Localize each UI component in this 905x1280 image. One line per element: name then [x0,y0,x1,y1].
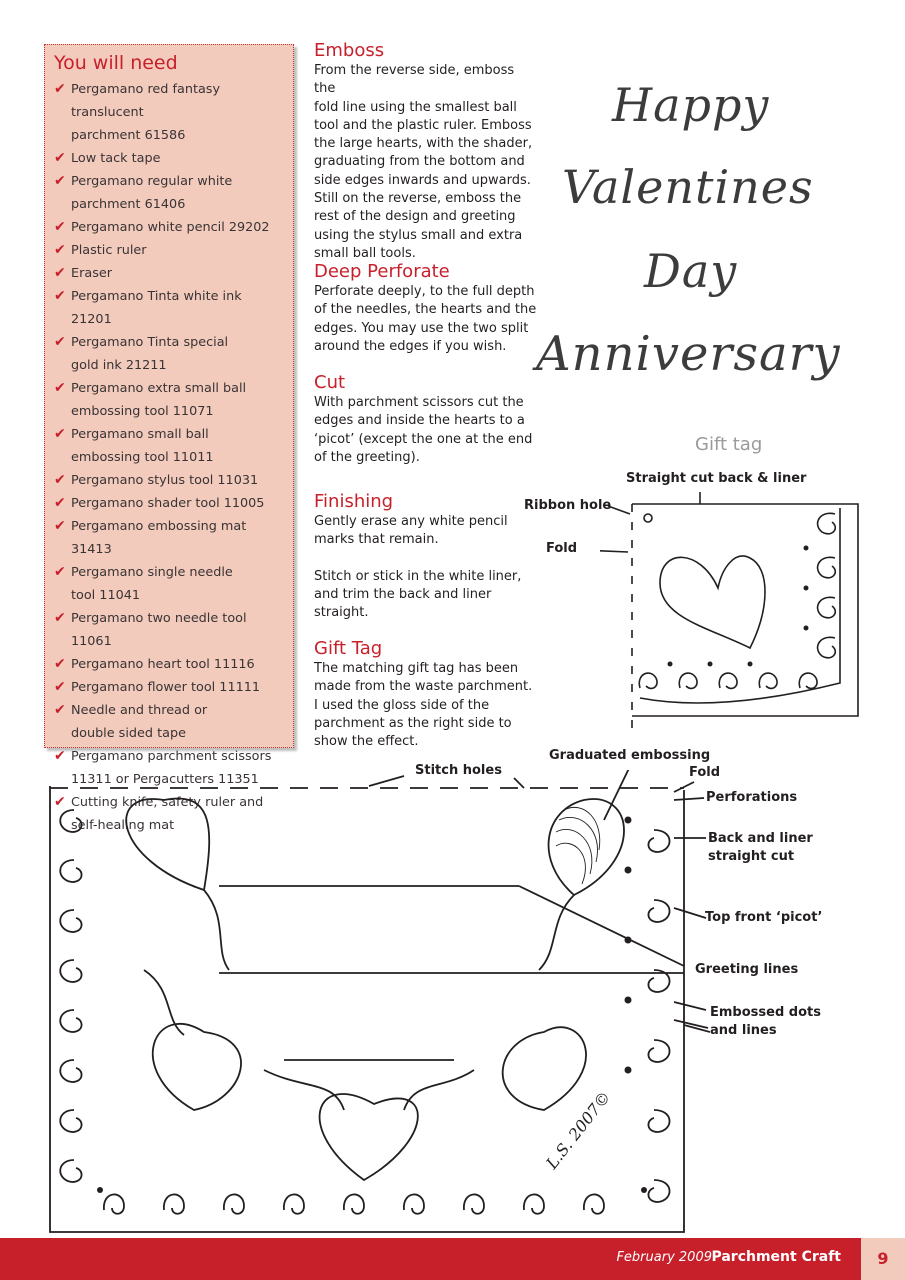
materials-item-text: Pergamano heart tool 11116 [71,657,255,672]
body-line: straight. [314,605,369,621]
section-heading: Emboss [314,40,385,61]
materials-item [54,745,285,768]
body-line: I used the gloss side of the [314,697,490,713]
greeting-happy: Happy [612,78,770,132]
materials-item [54,469,285,492]
section-body [314,660,539,751]
materials-item [54,147,285,170]
label-greeting-lines: Greeting lines [695,962,799,977]
label-straight-cut: Straight cut back & liner [626,471,807,486]
section-body [314,283,539,356]
card-diagram [44,770,710,1236]
body-line: of the needles, the hearts and the [314,302,537,318]
section-emboss [314,40,539,263]
body-line: Still on the reverse, emboss the [314,191,522,207]
materials-item [54,722,285,745]
materials-item [54,561,285,584]
materials-item-text: Pergamano parchment scissors [71,749,272,764]
materials-item-text: Cutting knife, safety ruler and [71,795,264,810]
materials-item-text: tool 11041 [71,588,141,603]
body-line: ‘picot’ (except the one at the end [314,431,533,447]
body-line: edges. You may use the two split [314,320,529,336]
body-line [314,550,539,568]
body-line: of the greeting). [314,449,420,465]
check-icon: ✔ [54,472,66,488]
page-footer [0,1238,905,1280]
greeting-day: Day [644,244,738,298]
gift-tag-caption: Gift tag [695,434,763,455]
materials-item [54,216,285,239]
materials-item [54,607,285,653]
section-heading: Deep Perforate [314,261,450,282]
materials-item-text: Needle and thread or [71,703,208,718]
section-body [314,394,539,467]
materials-item [54,239,285,262]
body-line: Stitch or stick in the white liner, [314,568,522,584]
materials-item-text: Pergamano small ball [71,427,209,442]
materials-item-text: double sided tape [71,726,186,741]
label-stitch-holes: Stitch holes [415,763,502,778]
footer-date: February 2009 [616,1250,712,1265]
materials-item-text: Pergamano two needle tool 11061 [71,611,247,649]
materials-item [54,377,285,400]
materials-item-text: Pergamano stylus tool 11031 [71,473,259,488]
materials-item-text: Pergamano Tinta white ink 21201 [71,289,242,327]
footer-magazine: Parchment Craft [711,1249,841,1265]
label-back-liner-1: Back and liner [708,831,813,846]
materials-box [44,44,294,833]
materials-item [54,78,285,124]
materials-item [54,124,285,147]
materials-item [54,653,285,676]
body-line: and trim the back and liner [314,587,492,603]
materials-item [54,515,285,561]
materials-list [54,78,285,837]
check-icon: ✔ [54,794,66,810]
signature: L.S. 2007© [542,1087,615,1173]
materials-item [54,423,285,446]
body-line: fold line using the smallest ball [314,99,517,115]
label-back-liner-2: straight cut [708,849,795,864]
section-body [314,513,539,623]
materials-item-text: 11311 or Pergacutters 11351 [71,772,259,787]
check-icon: ✔ [54,679,66,695]
body-line: tool and the plastic ruler. Emboss [314,117,532,133]
body-line: made from the waste parchment. [314,679,533,695]
body-line: From the reverse side, emboss the [314,63,515,97]
check-icon: ✔ [54,518,66,534]
label-card-fold: Fold [689,765,721,780]
materials-item-text: embossing tool 11071 [71,404,214,419]
section-perforate [314,261,539,356]
section-body [314,62,539,263]
materials-item [54,331,285,354]
check-icon: ✔ [54,150,66,166]
body-line: Perforate deeply, to the full depth [314,284,535,299]
materials-item-text: Pergamano white pencil 29202 [71,220,270,235]
materials-item-text: Pergamano extra small ball [71,381,247,396]
materials-item [54,492,285,515]
label-ribbon-hole: Ribbon hole [524,498,612,513]
body-line: parchment as the right side to [314,715,512,731]
materials-item-text: Pergamano single needle [71,565,233,580]
greeting-anniversary: Anniversary [536,326,841,382]
materials-item-text: Pergamano red fantasy translucent [71,82,221,120]
materials-item-text: parchment 61586 [71,128,186,143]
label-top-front-picot: Top front ‘picot’ [705,910,823,925]
check-icon: ✔ [54,242,66,258]
materials-item [54,262,285,285]
materials-item-text: gold ink 21211 [71,358,167,373]
check-icon: ✔ [54,610,66,626]
materials-item-text: self-healing mat [71,818,175,833]
greeting-valentines: Valentines [562,160,814,214]
body-line: show the effect. [314,734,419,750]
label-gift-fold: Fold [546,541,578,556]
materials-item [54,676,285,699]
section-gift-tag [314,638,539,751]
materials-item [54,699,285,722]
body-line: small ball tools. [314,245,416,261]
materials-item [54,170,285,193]
body-line: edges and inside the hearts to a [314,413,525,429]
materials-item [54,446,285,469]
materials-item-text: Pergamano Tinta special [71,335,229,350]
check-icon: ✔ [54,426,66,442]
materials-item-text: Pergamano regular white [71,174,233,189]
check-icon: ✔ [54,495,66,511]
materials-item [54,400,285,423]
materials-item [54,584,285,607]
check-icon: ✔ [54,748,66,764]
materials-item [54,354,285,377]
body-line: side edges inwards and upwards. [314,172,531,188]
body-line: the large hearts, with the shader, [314,136,533,152]
materials-item-text: Pergamano shader tool 11005 [71,496,265,511]
body-line: graduating from the bottom and [314,154,525,170]
materials-item-text: Pergamano embossing mat 31413 [71,519,247,557]
materials-item-text: embossing tool 11011 [71,450,214,465]
section-heading: Cut [314,372,346,393]
label-embossed-dots-2: and lines [710,1023,777,1038]
check-icon: ✔ [54,173,66,189]
label-graduated-embossing: Graduated embossing [549,748,711,763]
body-line: The matching gift tag has been [314,661,519,676]
label-perforations: Perforations [706,790,798,805]
section-heading: Finishing [314,491,394,512]
body-line: marks that remain. [314,532,439,548]
check-icon: ✔ [54,265,66,281]
materials-item-text: Pergamano flower tool 11111 [71,680,261,695]
materials-item-text: Plastic ruler [71,243,147,258]
check-icon: ✔ [54,288,66,304]
materials-item [54,193,285,216]
materials-item [54,285,285,331]
body-line: rest of the design and greeting [314,209,516,225]
check-icon: ✔ [54,702,66,718]
check-icon: ✔ [54,564,66,580]
check-icon: ✔ [54,380,66,396]
materials-item-text: Low tack tape [71,151,161,166]
materials-title: You will need [54,52,178,74]
body-line: With parchment scissors cut the [314,395,524,410]
gift-tag-diagram [600,488,870,738]
section-heading: Gift Tag [314,638,383,659]
label-embossed-dots-1: Embossed dots [710,1005,821,1020]
section-finishing [314,491,539,623]
section-cut [314,372,539,467]
body-line: using the stylus small and extra [314,227,523,243]
body-line: around the edges if you wish. [314,338,507,354]
body-line: Gently erase any white pencil [314,514,508,529]
check-icon: ✔ [54,81,66,97]
materials-item-text: parchment 61406 [71,197,186,212]
check-icon: ✔ [54,219,66,235]
materials-item-text: Eraser [71,266,112,281]
check-icon: ✔ [54,656,66,672]
page-number: 9 [861,1238,905,1280]
check-icon: ✔ [54,334,66,350]
